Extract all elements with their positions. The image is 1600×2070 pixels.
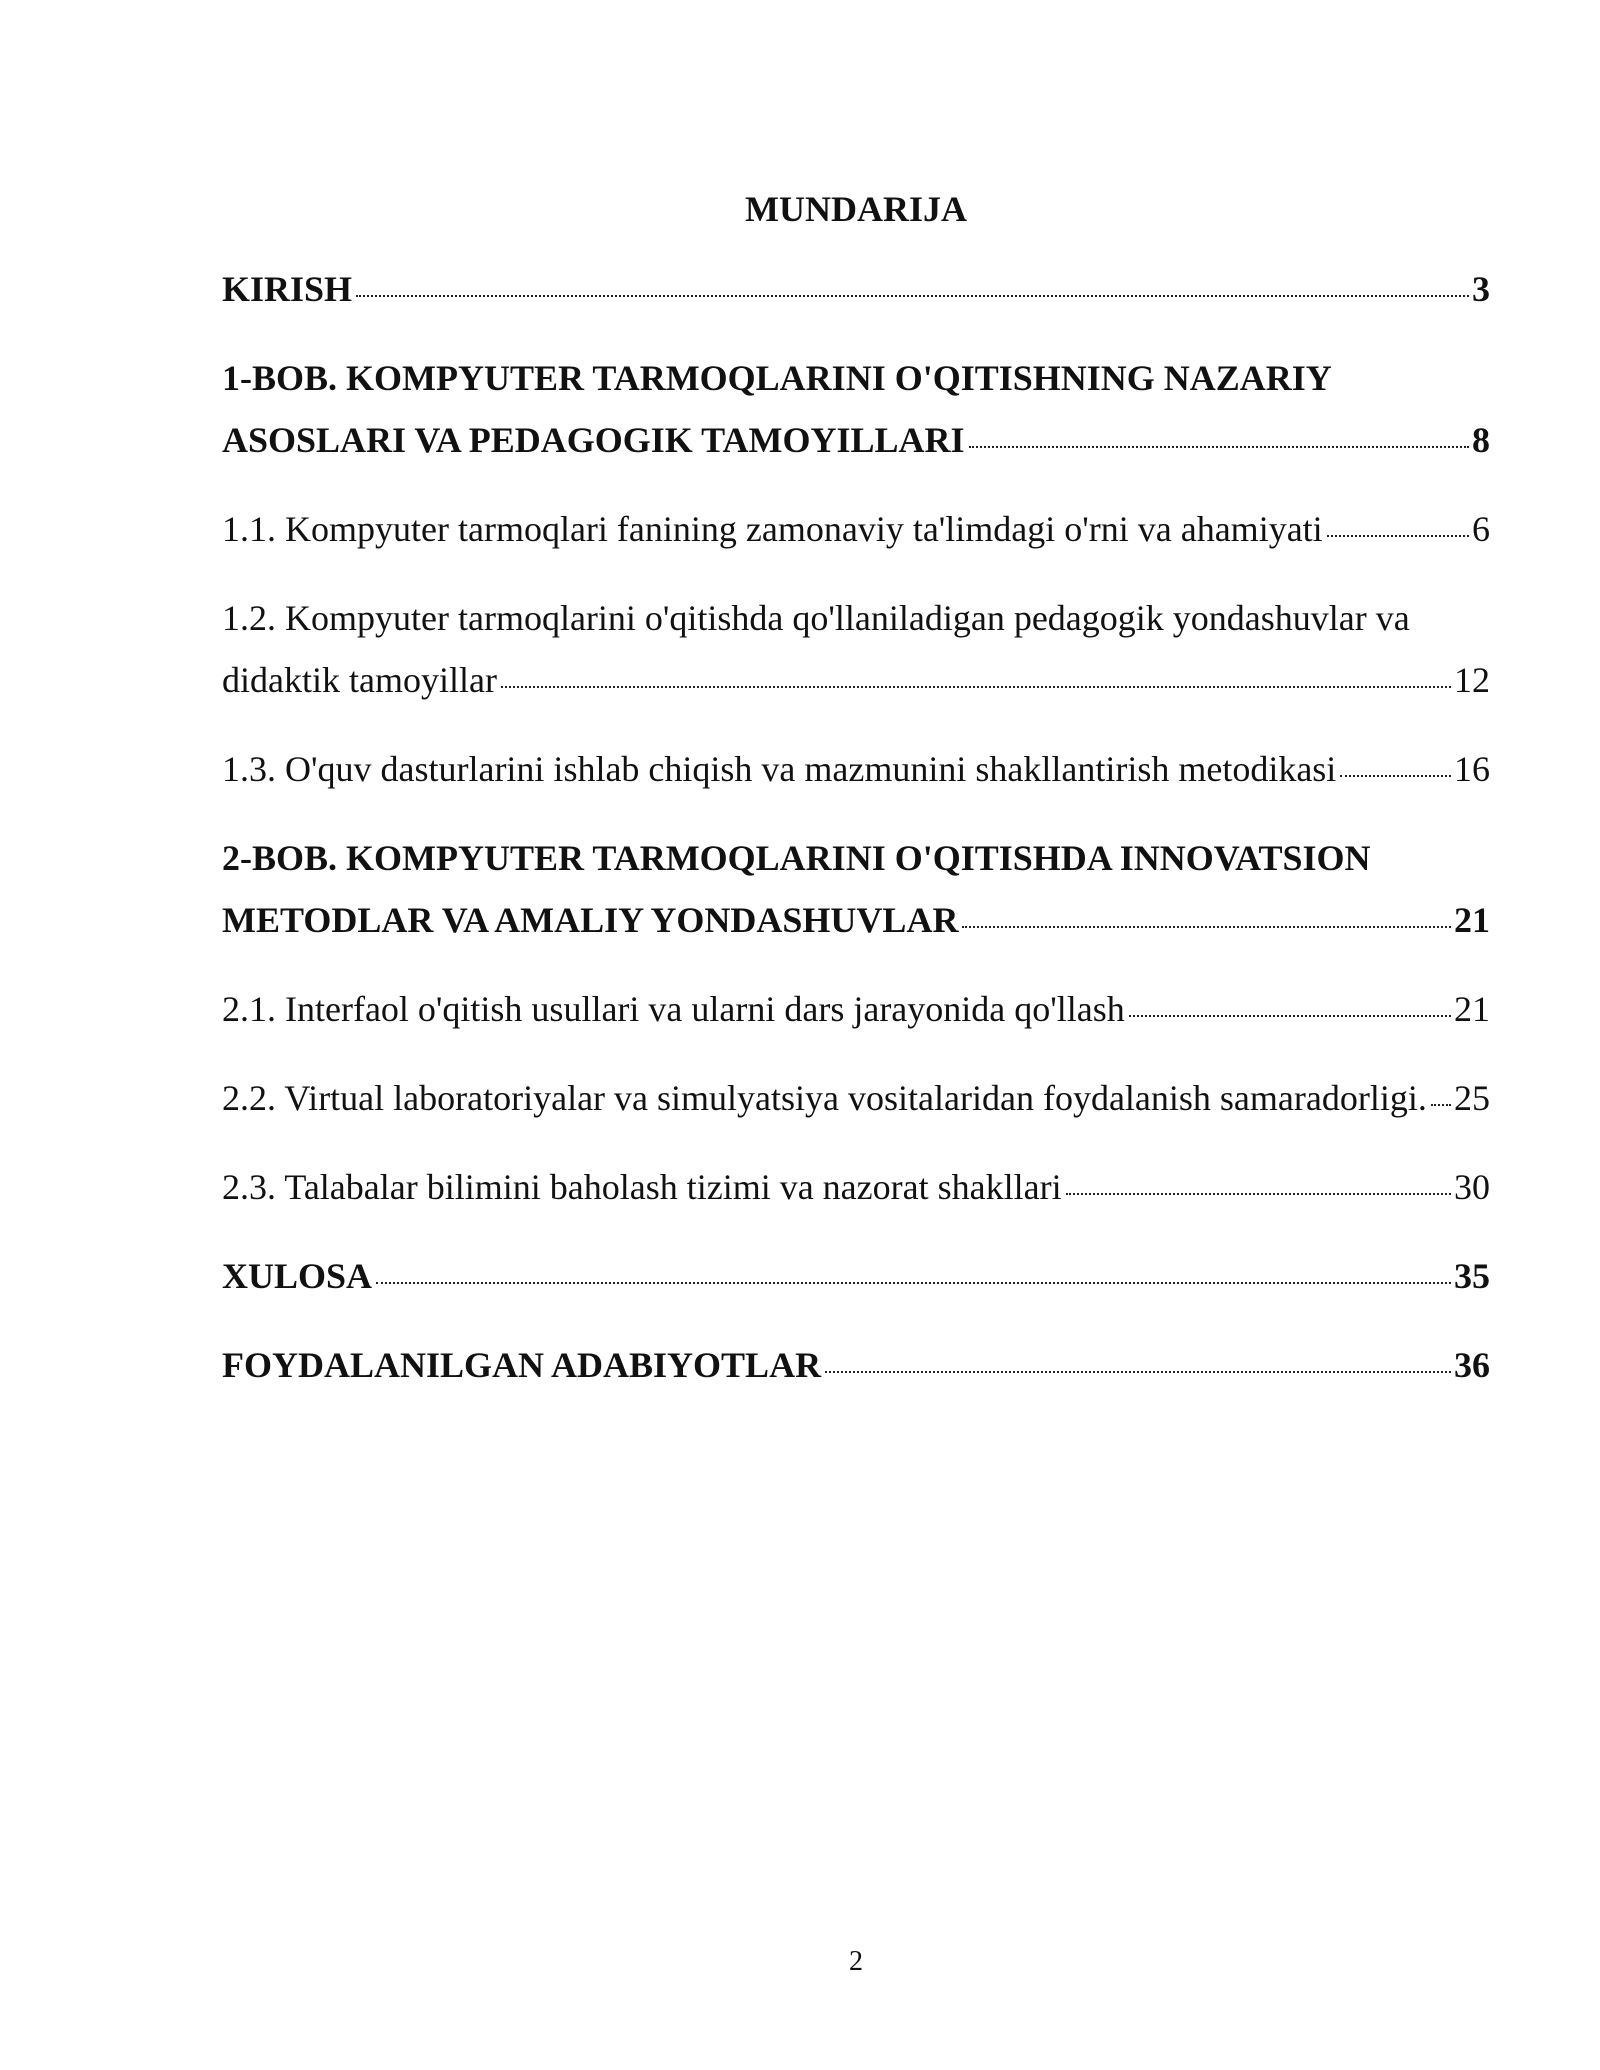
toc-entry-page: 36: [1454, 1345, 1490, 1385]
dot-leader: [1129, 1005, 1451, 1017]
page-number: 2: [849, 1946, 863, 1977]
toc-entry-text-line: 2-BOB. KOMPYUTER TARMOQLARINI O'QITISHDA INNOVATSION: [222, 838, 1371, 878]
toc-entry-page: 30: [1454, 1167, 1490, 1207]
toc-entry-row: [222, 1067, 1490, 1129]
toc-entry-text-line: KIRISH: [222, 269, 353, 309]
toc-entry-row: [222, 1245, 1490, 1307]
dot-leader: [962, 916, 1451, 928]
toc-entry: [222, 258, 1490, 320]
toc-entry-text-line: 1.3. O'quv dasturlarini ishlab chiqish va mazmunini shakllantirish metodikasi: [222, 749, 1337, 789]
toc-entry-row: [222, 258, 1490, 320]
toc-entry-page: 6: [1472, 509, 1490, 549]
toc-entry: [222, 1334, 1490, 1396]
dot-leader: [969, 436, 1470, 448]
toc-entry-text-line: FOYDALANILGAN ADABIYOTLAR: [222, 1345, 822, 1385]
toc-entry-text-line: ASOSLARI VA PEDAGOGIK TAMOYILLARI: [222, 420, 965, 460]
dot-leader: [1066, 1183, 1451, 1195]
toc-entry: [222, 1067, 1490, 1129]
toc-entry-text-line: METODLAR VA AMALIY YONDASHUVLAR: [222, 900, 959, 940]
toc-entry-page: 3: [1472, 269, 1490, 309]
toc-entry-text-line: 2.2. Virtual laboratoriyalar va simulyatsiya vositalaridan foydalanish samaradorligi.: [222, 1078, 1427, 1118]
toc-entry-text-line: 1.2. Kompyuter tarmoqlarini o'qitishda qo'llaniladigan pedagogik yondashuvlar va: [222, 598, 1410, 638]
dot-leader: [501, 676, 1451, 688]
toc-entry-text-line: 1-BOB. KOMPYUTER TARMOQLARINI O'QITISHNING NAZARIY: [222, 358, 1332, 398]
dot-leader: [825, 1361, 1451, 1373]
dot-leader: [1431, 1094, 1451, 1106]
toc-entry-page: 12: [1454, 660, 1490, 700]
toc-entry: [222, 1156, 1490, 1218]
toc-entry-text-line: 2.3. Talabalar bilimini baholash tizimi va nazorat shakllari: [222, 1167, 1062, 1207]
toc-entry: [222, 498, 1490, 560]
toc-entry-row: [222, 978, 1490, 1040]
toc-entry-row: [222, 1334, 1490, 1396]
dot-leader: [376, 1272, 1451, 1284]
toc-entry-row: [222, 498, 1490, 560]
dot-leader: [1340, 765, 1451, 777]
table-of-contents: [222, 258, 1490, 1423]
toc-entry-row: [222, 738, 1490, 800]
toc-entry: [222, 587, 1490, 711]
toc-entry-row: [222, 889, 1490, 951]
dot-leader: [356, 285, 1469, 297]
toc-entry-row: [222, 649, 1490, 711]
toc-entry: [222, 347, 1490, 471]
toc-entry-page: 25: [1454, 1078, 1490, 1118]
toc-entry: [222, 978, 1490, 1040]
toc-entry: [222, 827, 1490, 951]
toc-entry: [222, 738, 1490, 800]
toc-entry-page: 21: [1454, 989, 1490, 1029]
toc-entry-text-line: didaktik tamoyillar: [222, 660, 497, 700]
toc-entry-row: [222, 409, 1490, 471]
toc-entry-row: [222, 1156, 1490, 1218]
dot-leader: [1327, 525, 1469, 537]
toc-entry-text-line: 1.1. Kompyuter tarmoqlari fanining zamonaviy ta'limdagi o'rni va ahamiyati: [222, 509, 1323, 549]
toc-title: MUNDARIJA: [745, 189, 967, 229]
toc-entry: [222, 1245, 1490, 1307]
toc-entry-page: 8: [1472, 420, 1490, 460]
toc-entry-page: 21: [1454, 900, 1490, 940]
toc-entry-page: 16: [1454, 749, 1490, 789]
toc-entry-text-line: 2.1. Interfaol o'qitish usullari va ularni dars jarayonida qo'llash: [222, 989, 1125, 1029]
toc-entry-text-line: XULOSA: [222, 1256, 373, 1296]
toc-entry-page: 35: [1454, 1256, 1490, 1296]
